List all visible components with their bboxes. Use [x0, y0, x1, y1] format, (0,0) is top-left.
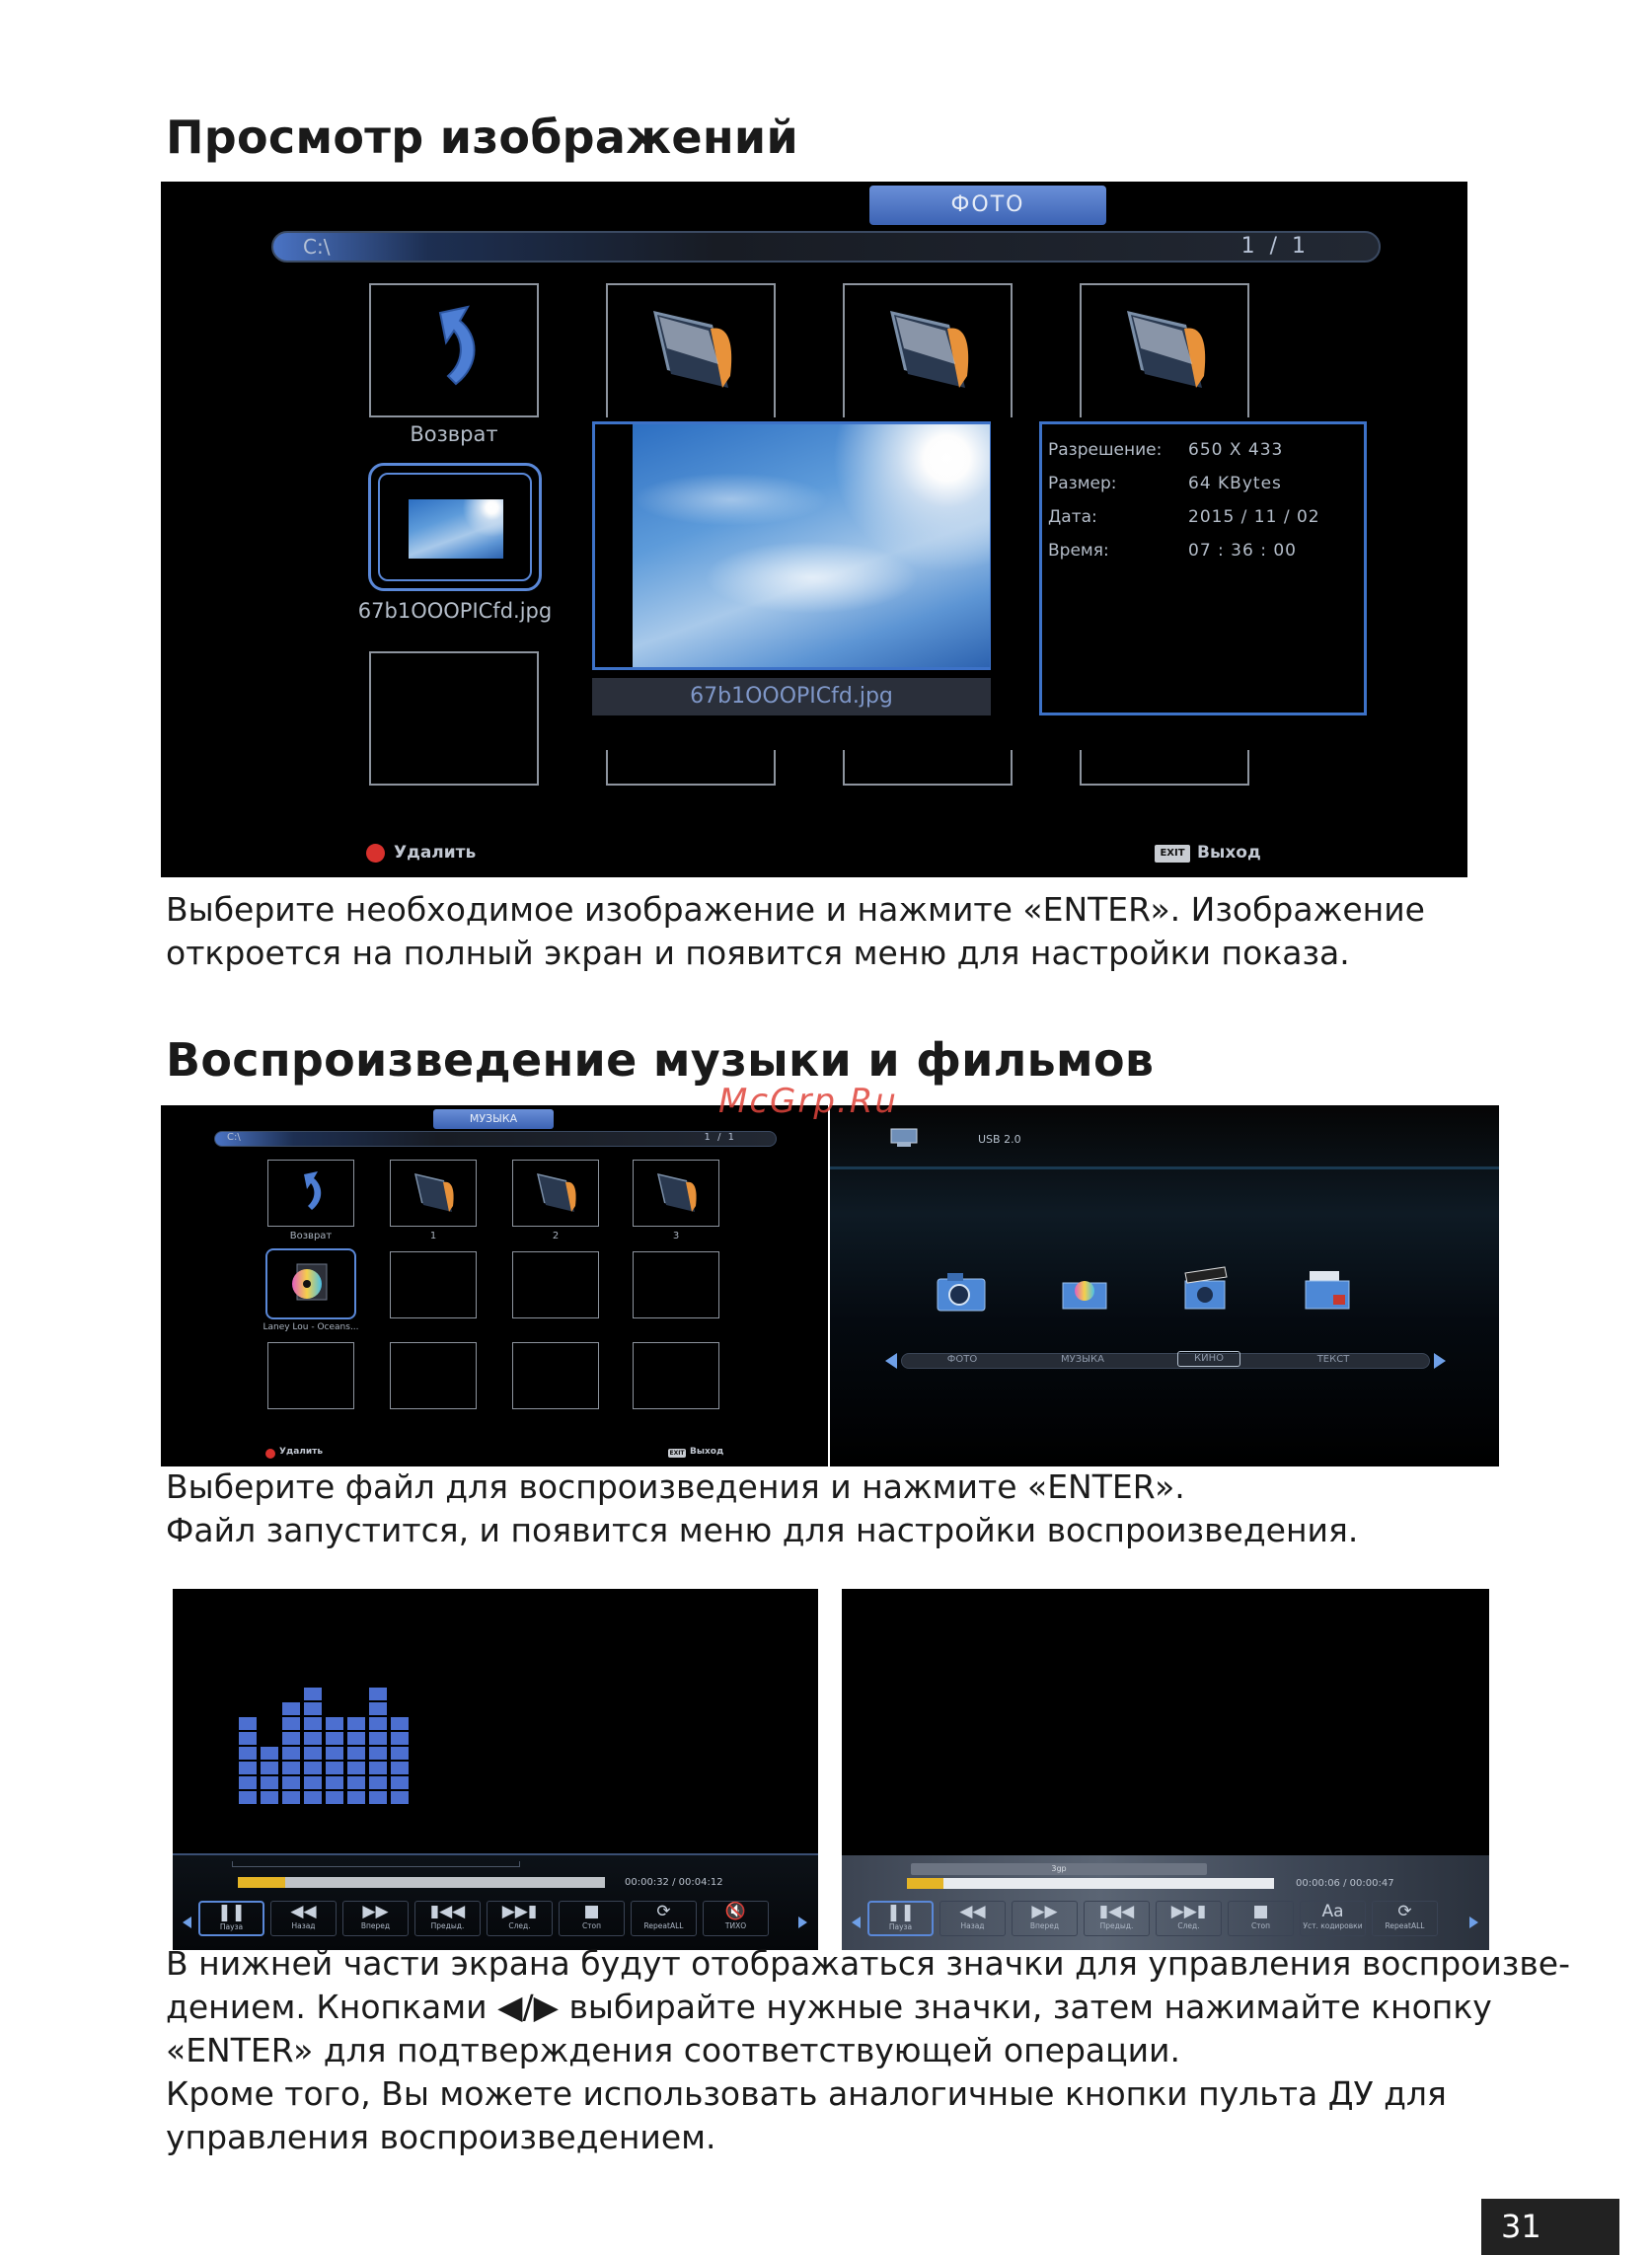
control-label: RepeatALL	[1385, 1921, 1425, 1930]
eq-bar-block	[261, 1776, 278, 1789]
text-icon	[1300, 1265, 1357, 1316]
folder-icon	[513, 1161, 600, 1228]
eq-bar-block	[347, 1776, 365, 1789]
exit-hint[interactable]: Выход	[690, 1447, 724, 1457]
folder-tile[interactable]	[606, 283, 776, 417]
prev-button[interactable]	[1084, 1901, 1150, 1936]
folder-label: 3	[672, 1231, 680, 1241]
empty-tile	[267, 1342, 354, 1409]
progress-bar[interactable]	[907, 1878, 1274, 1889]
scroll-right-icon[interactable]	[1434, 1353, 1446, 1369]
red-button-icon	[366, 844, 385, 863]
eq-bar-block	[326, 1732, 343, 1745]
page-counter: 1 / 1	[1240, 234, 1310, 259]
control-label: Стоп	[581, 1921, 602, 1930]
repeat-button[interactable]	[1372, 1901, 1438, 1936]
section2-paragraph: Выберите файл для воспроизведения и нажмите «ENTER». Файл запустится, и появится меню для настройки воспроизведения.	[166, 1467, 1359, 1549]
audio-player-screen	[173, 1589, 818, 1950]
eq-bar-block	[347, 1717, 365, 1730]
eq-bar-block	[347, 1762, 365, 1774]
mute-button[interactable]	[703, 1901, 769, 1936]
progress-fill	[238, 1877, 285, 1888]
section3-paragraph: В нижней части экрана будут отображаться значки для управления воспроизве- дением. Кнопками ◀/▶ выбирайте нужные значки, затем нажимайте кнопку «ENTER» для подтверждения соответствующей операции. Кроме того, Вы можете использовать аналогичные кнопки пульта ДУ для управления воспроизведением.	[166, 1944, 1570, 2156]
pause-button[interactable]	[198, 1901, 264, 1936]
empty-tile	[369, 651, 539, 786]
video-title: 3gp	[911, 1863, 1207, 1875]
eq-bar-block	[391, 1776, 409, 1789]
empty-tile	[512, 1342, 599, 1409]
delete-hint[interactable]: Удалить	[394, 843, 477, 863]
path-bar: C:\ 1 / 1	[214, 1131, 777, 1147]
tab-music[interactable]: МУЗЫКА	[433, 1109, 554, 1129]
mute-icon: 🔇	[724, 1902, 747, 1921]
control-label: Предыд.	[1099, 1921, 1134, 1930]
prev-icon: ▮◀◀	[429, 1902, 466, 1921]
folder-tile[interactable]	[633, 1160, 719, 1227]
scroll-right-icon[interactable]	[1469, 1917, 1478, 1928]
stop-button[interactable]	[559, 1901, 625, 1936]
eq-bar-block	[369, 1717, 387, 1730]
prev-button[interactable]	[414, 1901, 481, 1936]
control-label: След.	[1177, 1921, 1200, 1930]
eq-bar-block	[391, 1762, 409, 1774]
empty-tile	[843, 750, 1013, 786]
category-music[interactable]: МУЗЫКА	[1061, 1354, 1104, 1365]
folder-icon	[1082, 285, 1251, 419]
next-icon: ▶▶▮	[1170, 1902, 1207, 1921]
music-browser-screen	[161, 1105, 828, 1466]
scroll-right-icon[interactable]	[798, 1917, 807, 1928]
eq-bar-block	[239, 1791, 257, 1804]
eq-bar-block	[347, 1747, 365, 1760]
eq-bar-block	[304, 1702, 322, 1715]
scroll-left-icon[interactable]	[885, 1353, 897, 1369]
eq-bar-block	[304, 1747, 322, 1760]
control-label: RepeatALL	[643, 1921, 684, 1930]
section-heading-photo: Просмотр изображений	[166, 111, 798, 164]
forward-button[interactable]	[1012, 1901, 1078, 1936]
video-player-screen	[842, 1589, 1489, 1950]
folder-tile[interactable]	[390, 1160, 477, 1227]
next-button[interactable]	[1156, 1901, 1222, 1936]
path-label: C:\	[303, 235, 331, 259]
forward-button[interactable]	[342, 1901, 409, 1936]
image-preview	[633, 424, 990, 667]
control-label: Назад	[291, 1921, 316, 1930]
empty-tile	[512, 1251, 599, 1318]
eq-bar-block	[326, 1717, 343, 1730]
eq-bar-block	[282, 1747, 300, 1760]
folder-label: 2	[552, 1231, 560, 1241]
eq-bar-block	[261, 1747, 278, 1760]
eq-bar-block	[326, 1762, 343, 1774]
rewind-button[interactable]	[270, 1901, 337, 1936]
category-movie[interactable]: КИНО	[1177, 1351, 1240, 1367]
forward-icon: ▶▶	[1031, 1902, 1058, 1921]
pause-icon: ❚❚	[886, 1903, 915, 1922]
return-arrow-icon	[268, 1161, 355, 1228]
eq-bar-block	[282, 1732, 300, 1745]
usb-menu-screen	[830, 1105, 1499, 1466]
eq-bar-block	[369, 1732, 387, 1745]
eq-bar-block	[282, 1717, 300, 1730]
eq-bar-block	[369, 1791, 387, 1804]
control-label: Стоп	[1250, 1921, 1271, 1930]
exit-key-icon: EXIT	[669, 1450, 685, 1457]
music-disc-icon	[267, 1250, 354, 1317]
control-label: След.	[508, 1921, 531, 1930]
empty-tile	[390, 1342, 477, 1409]
eq-bar-block	[282, 1791, 300, 1804]
watermark: McGrp.Ru	[718, 1082, 898, 1121]
empty-tile	[1080, 750, 1249, 786]
eq-bar-block	[304, 1732, 322, 1745]
folder-icon	[845, 285, 1014, 419]
eq-bar-block	[239, 1732, 257, 1745]
rewind-button[interactable]	[939, 1901, 1006, 1936]
eq-bar-block	[304, 1791, 322, 1804]
selected-image-tile[interactable]	[368, 463, 542, 591]
eq-bar-block	[304, 1762, 322, 1774]
folder-icon	[634, 1161, 720, 1228]
control-label: Предыд.	[430, 1921, 465, 1930]
empty-tile	[606, 750, 776, 786]
preview-filename: 67b1OOOPICfd.jpg	[592, 678, 991, 715]
usb-device-label: USB 2.0	[978, 1133, 1021, 1146]
playback-time: 00:00:06 / 00:00:47	[1296, 1878, 1394, 1889]
eq-bar-block	[304, 1717, 322, 1730]
eq-bar-block	[282, 1702, 300, 1715]
eq-bar-block	[304, 1776, 322, 1789]
encoding-icon: Aa	[1321, 1902, 1344, 1921]
rewind-icon: ◀◀	[290, 1902, 317, 1921]
control-label: Пауза	[888, 1922, 913, 1931]
pause-icon: ❚❚	[217, 1903, 246, 1922]
red-button-icon	[265, 1449, 275, 1459]
control-label: Назад	[960, 1921, 985, 1930]
eq-bar-block	[261, 1762, 278, 1774]
progress-bar[interactable]	[238, 1877, 605, 1888]
eq-bar-block	[369, 1747, 387, 1760]
usb-device-icon	[887, 1123, 923, 1151]
folder-tile[interactable]	[843, 283, 1013, 417]
camera-icon	[934, 1265, 991, 1316]
progress-fill	[907, 1878, 943, 1889]
return-arrow-icon	[371, 285, 541, 419]
eq-bar-block	[391, 1717, 409, 1730]
repeat-icon: ⟳	[1397, 1902, 1412, 1921]
image-info-panel: Разрешение: 650 X 433 Размер: 64 KBytes Дата: 2015 / 11 / 02 Время: 07 : 36 : 00	[1039, 421, 1367, 715]
repeat-icon: ⟳	[656, 1902, 671, 1921]
rewind-icon: ◀◀	[959, 1902, 986, 1921]
category-photo[interactable]: ФОТО	[946, 1354, 978, 1365]
eq-bar-block	[369, 1702, 387, 1715]
folder-icon	[391, 1161, 478, 1228]
photo-browser-screen	[161, 182, 1467, 877]
folder-tile[interactable]	[1080, 283, 1249, 417]
stop-button[interactable]	[1228, 1901, 1294, 1936]
image-thumbnail	[409, 499, 503, 559]
pause-button[interactable]	[867, 1901, 934, 1936]
eq-bar-block	[282, 1776, 300, 1789]
path-bar	[271, 231, 1381, 263]
back-label: Возврат	[410, 422, 498, 446]
encoding-button[interactable]	[1300, 1901, 1366, 1936]
eq-bar-block	[282, 1762, 300, 1774]
section1-paragraph: Выберите необходимое изображение и нажмите «ENTER». Изображение откроется на полный экран и появится меню для настройки показа.	[166, 890, 1425, 972]
tab-photo[interactable]: ФОТО	[869, 186, 1106, 225]
empty-tile	[633, 1251, 719, 1318]
audio-control-bar	[173, 1901, 818, 1938]
back-tile[interactable]	[267, 1160, 354, 1227]
eq-bar-block	[239, 1776, 257, 1789]
forward-icon: ▶▶	[362, 1902, 389, 1921]
movie-icon	[1177, 1263, 1235, 1315]
back-label: Возврат	[289, 1231, 333, 1241]
control-label: Уст. кодировки	[1303, 1921, 1363, 1930]
eq-bar-block	[369, 1688, 387, 1700]
eq-bar-block	[304, 1688, 322, 1700]
delete-hint[interactable]: Удалить	[279, 1447, 324, 1457]
eq-bar-block	[391, 1791, 409, 1804]
folder-label: 1	[429, 1231, 437, 1241]
eq-bar-block	[369, 1762, 387, 1774]
empty-tile	[390, 1251, 477, 1318]
section-heading-media: Воспроизведение музыки и фильмов	[166, 1033, 1155, 1087]
folder-icon	[608, 285, 778, 419]
eq-bar-block	[239, 1762, 257, 1774]
back-tile[interactable]	[369, 283, 539, 417]
stop-icon: ■	[583, 1902, 600, 1921]
folder-tile[interactable]	[512, 1160, 599, 1227]
control-label: ТИХО	[724, 1921, 747, 1930]
video-control-bar	[842, 1901, 1489, 1938]
exit-hint[interactable]: Выход	[1197, 843, 1261, 863]
playback-time: 00:00:32 / 00:04:12	[625, 1877, 723, 1888]
control-label: Вперед	[360, 1921, 391, 1930]
category-text[interactable]: ТЕКСТ	[1316, 1354, 1350, 1365]
eq-bar-block	[326, 1776, 343, 1789]
page-number: 31	[1481, 2199, 1619, 2255]
eq-bar-block	[391, 1747, 409, 1760]
eq-bar-block	[261, 1791, 278, 1804]
eq-bar-block	[239, 1717, 257, 1730]
equalizer-visualizer	[239, 1609, 456, 1806]
prev-icon: ▮◀◀	[1098, 1902, 1135, 1921]
empty-tile	[633, 1342, 719, 1409]
exit-key-icon: EXIT	[1155, 845, 1190, 863]
control-label: Пауза	[219, 1922, 244, 1931]
eq-bar-block	[347, 1732, 365, 1745]
next-button[interactable]	[487, 1901, 553, 1936]
music-icon	[1057, 1263, 1114, 1315]
repeat-button[interactable]	[631, 1901, 697, 1936]
control-label: Вперед	[1029, 1921, 1060, 1930]
eq-bar-block	[369, 1776, 387, 1789]
selected-music-tile[interactable]	[265, 1248, 356, 1319]
eq-bar-block	[326, 1747, 343, 1760]
eq-bar-block	[391, 1732, 409, 1745]
eq-bar-block	[347, 1791, 365, 1804]
eq-bar-block	[239, 1747, 257, 1760]
image-preview-frame	[592, 421, 991, 670]
stop-icon: ■	[1252, 1902, 1269, 1921]
selected-file-label: 67b1OOOPICfd.jpg	[357, 599, 553, 623]
next-icon: ▶▶▮	[501, 1902, 538, 1921]
selected-file-label: Laney Lou - Oceans...	[263, 1322, 359, 1332]
eq-bar-block	[326, 1791, 343, 1804]
